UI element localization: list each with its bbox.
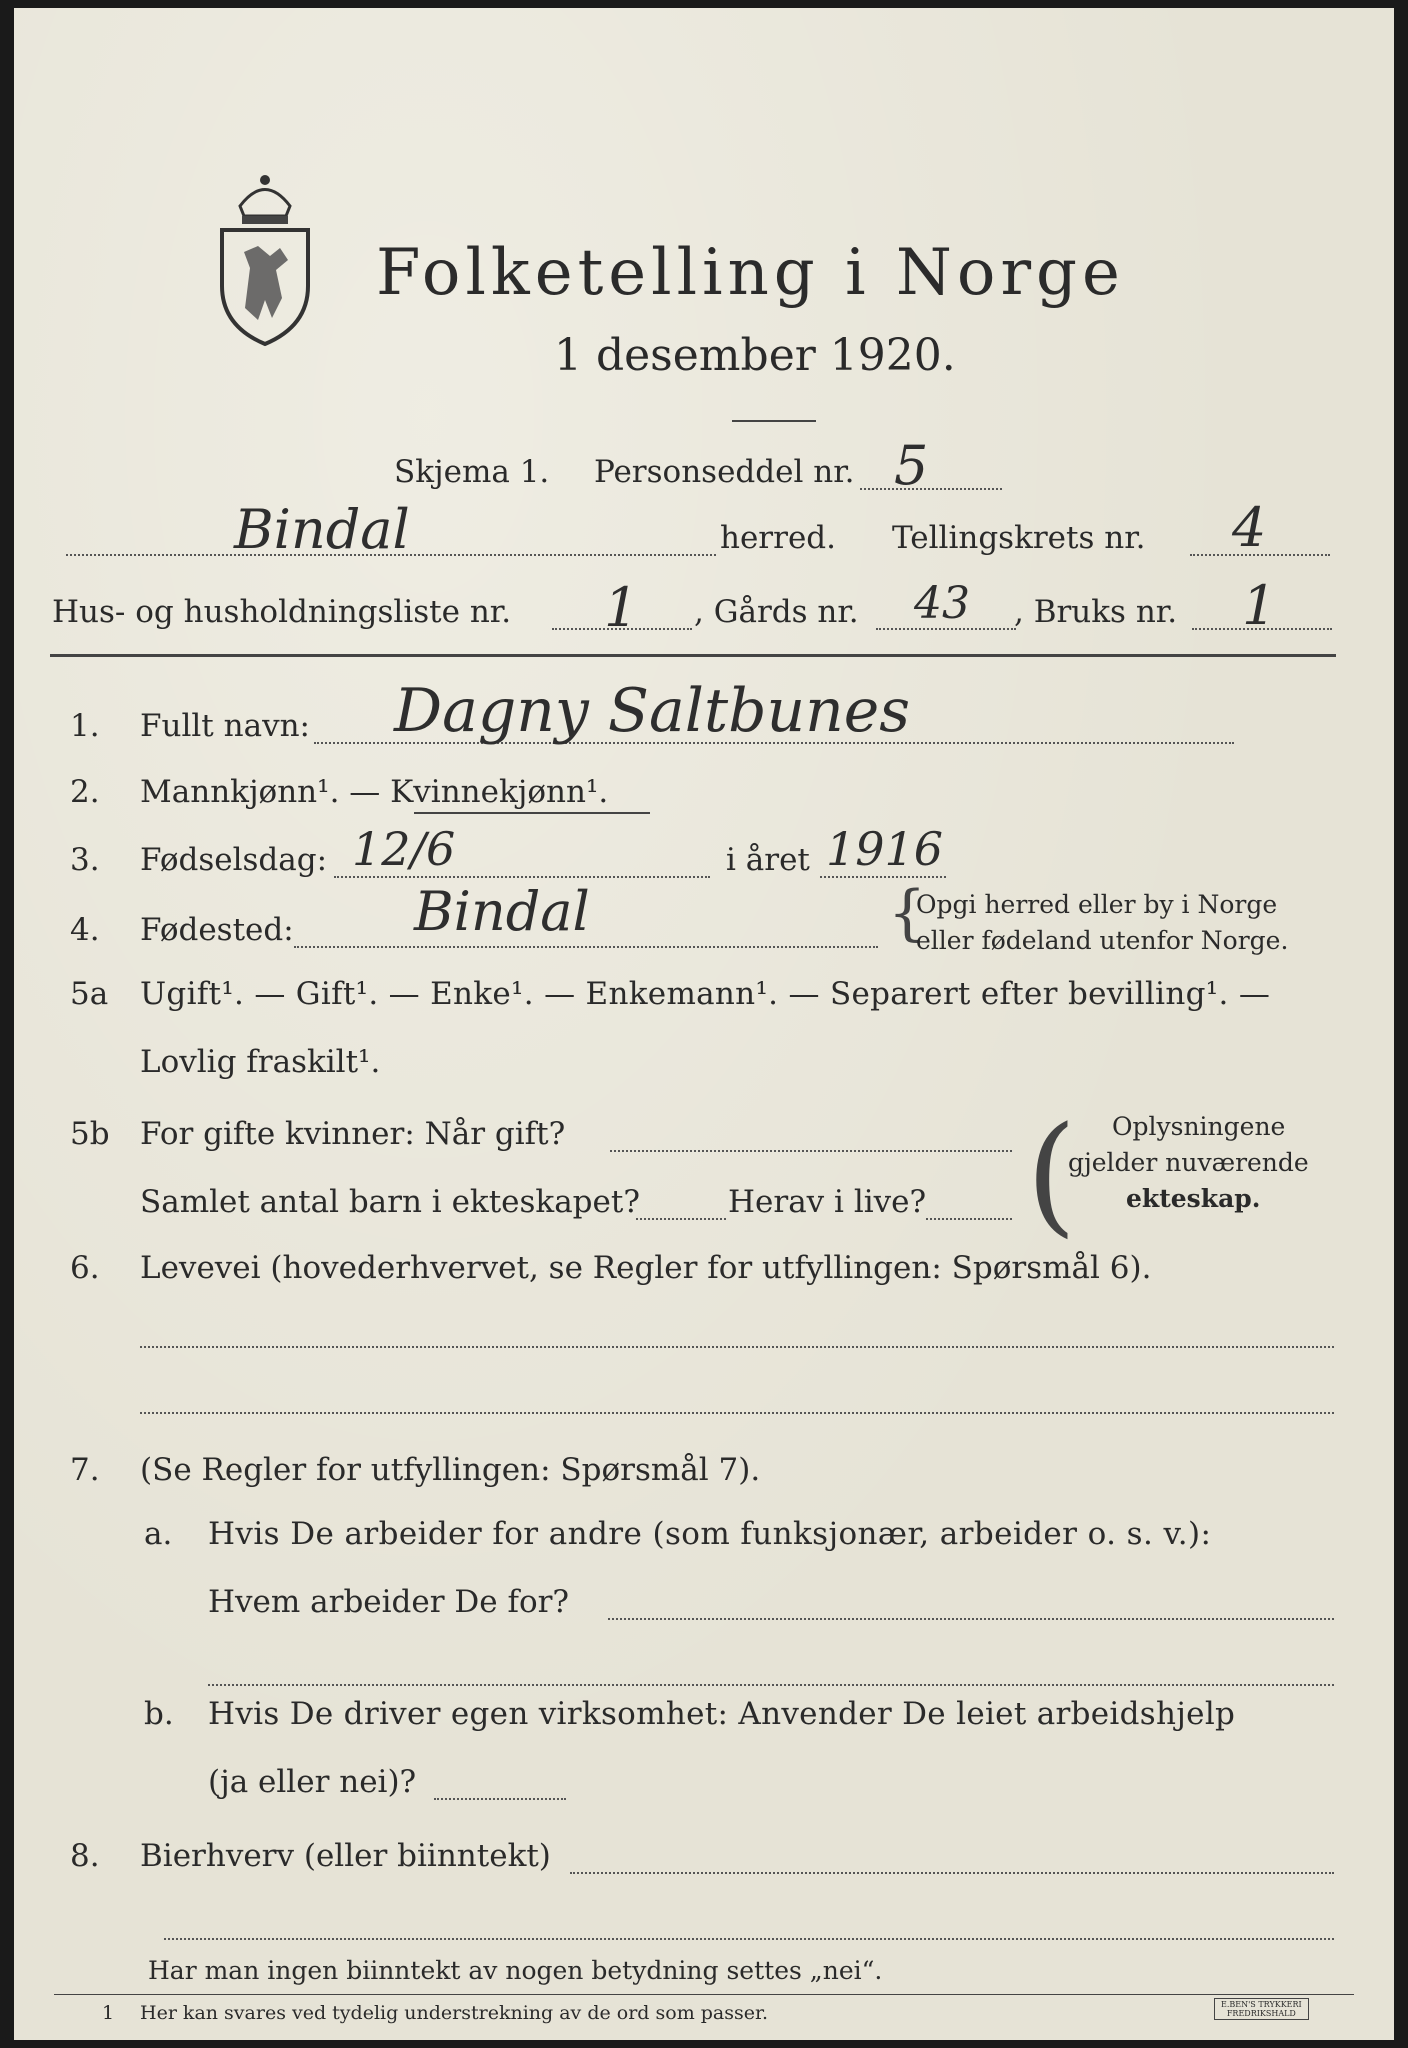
- q4-note-line2: eller fødeland utenfor Norge.: [916, 926, 1289, 955]
- q8-label: Bierhverv (eller biinntekt): [140, 1838, 551, 1874]
- q7b-line1: Hvis De driver egen virksomhet: Anvender De leiet arbeidshjelp: [208, 1696, 1236, 1732]
- q5a-line1: Ugift¹. — Gift¹. — Enke¹. — Enkemann¹. — Separert efter bevilling¹. —: [140, 976, 1271, 1012]
- q4-note-line1: Opgi herred eller by i Norge: [916, 890, 1278, 919]
- bruks-label: , Bruks nr.: [1014, 594, 1178, 630]
- q5b-label2: Samlet antal barn i ekteskapet?: [140, 1184, 640, 1220]
- q7b-letter: b.: [144, 1696, 174, 1732]
- q7-label: (Se Regler for utfyllingen: Spørsmål 7).: [140, 1452, 761, 1488]
- q3-year-line: [820, 876, 946, 878]
- footer-divider: [54, 1994, 1354, 1995]
- q4-label: Fødested:: [140, 912, 294, 948]
- q6-line1: [140, 1346, 1334, 1348]
- header-separator: [50, 654, 1336, 657]
- printer-stamp: [1214, 1998, 1309, 2020]
- q8-line-extra: [164, 1938, 1334, 1940]
- q5b-note-line3: ekteskap.: [1126, 1184, 1261, 1213]
- q7a-line: [608, 1618, 1334, 1620]
- q5a-number: 5a: [70, 976, 109, 1012]
- title-divider: [732, 420, 816, 422]
- q6-number: 6.: [70, 1250, 100, 1286]
- q3-label: Fødselsdag:: [140, 842, 328, 878]
- q5b-label3: Herav i live?: [728, 1184, 927, 1220]
- birthplace-value: Bindal: [414, 880, 590, 943]
- herred-value: Bindal: [234, 498, 410, 561]
- q5b-label1: For gifte kvinner: Når gift?: [140, 1116, 566, 1152]
- q3-number: 3.: [70, 842, 100, 878]
- tellingskrets-value: 4: [1232, 496, 1267, 559]
- q3-year-label: i året: [726, 842, 810, 878]
- q7a-line1: Hvis De arbeider for andre (som funksjonær, arbeider o. s. v.):: [208, 1516, 1212, 1552]
- q5b-brace: (: [1026, 1098, 1077, 1250]
- hus-value: 1: [604, 576, 639, 639]
- q5b-note-line1: Oplysningene: [1112, 1112, 1286, 1141]
- q7b-line: [434, 1798, 566, 1800]
- birth-day-value: 12/6: [352, 822, 456, 876]
- form-title: Folketelling i Norge: [376, 236, 1125, 310]
- birth-year-value: 1916: [826, 822, 944, 876]
- q5b-note-line2: gjelder nuværende: [1068, 1148, 1309, 1177]
- q7a-line2: Hvem arbeider De for?: [208, 1584, 570, 1620]
- coat-of-arms-icon: [210, 168, 320, 348]
- q1-label: Fullt navn:: [140, 708, 310, 744]
- footnote-text: Her kan svares ved tydelig understrekning av de ord som passer.: [140, 2002, 769, 2024]
- q5b-number: 5b: [70, 1116, 110, 1152]
- q3-day-line: [334, 876, 710, 878]
- q8-number: 8.: [70, 1838, 100, 1874]
- footnote-number: 1: [102, 2002, 115, 2024]
- kvinnekjonn-underline: [414, 812, 650, 814]
- q1-number: 1.: [70, 708, 100, 744]
- hus-label: Hus- og husholdningsliste nr.: [52, 594, 512, 630]
- gards-value: 43: [914, 578, 970, 629]
- q8-line: [570, 1872, 1334, 1874]
- gards-label: , Gårds nr.: [694, 594, 859, 630]
- footer-note: Har man ingen biinntekt av nogen betydning settes „nei“.: [148, 1956, 883, 1985]
- full-name-value: Dagny Saltbunes: [394, 676, 911, 746]
- q5b-married-line: [610, 1150, 1012, 1152]
- bruks-value: 1: [1242, 574, 1277, 637]
- q6-line2: [140, 1412, 1334, 1414]
- q6-label: Levevei (hovederhvervet, se Regler for utfyllingen: Spørsmål 6).: [140, 1250, 1152, 1286]
- q7-number: 7.: [70, 1452, 100, 1488]
- personseddel-line: [860, 488, 1002, 490]
- q2-label: Mannkjønn¹. — Kvinnekjønn¹.: [140, 774, 609, 810]
- q7a-line-extra: [208, 1684, 1334, 1686]
- q4-brace: {: [888, 878, 927, 948]
- census-form-page: [14, 8, 1394, 2040]
- q5b-alive-line: [926, 1218, 1012, 1220]
- skjema-label: Skjema 1.: [394, 454, 550, 490]
- q4-line: [294, 946, 878, 948]
- q7a-letter: a.: [144, 1516, 173, 1552]
- personseddel-label: Personseddel nr.: [594, 454, 855, 490]
- q5b-children-line: [636, 1218, 726, 1220]
- herred-label: herred.: [720, 520, 836, 556]
- printer-line1: E.BEN'S TRYKKERI: [1221, 2000, 1302, 2009]
- q7b-line2: (ja eller nei)?: [208, 1764, 417, 1800]
- printer-line2: FREDRIKSHALD: [1226, 2009, 1296, 2018]
- census-date: 1 desember 1920.: [554, 330, 956, 381]
- personseddel-value: 5: [894, 434, 929, 497]
- q2-number: 2.: [70, 774, 100, 810]
- q5a-line2: Lovlig fraskilt¹.: [140, 1044, 381, 1080]
- q4-number: 4.: [70, 912, 100, 948]
- tellingskrets-label: Tellingskrets nr.: [892, 520, 1146, 556]
